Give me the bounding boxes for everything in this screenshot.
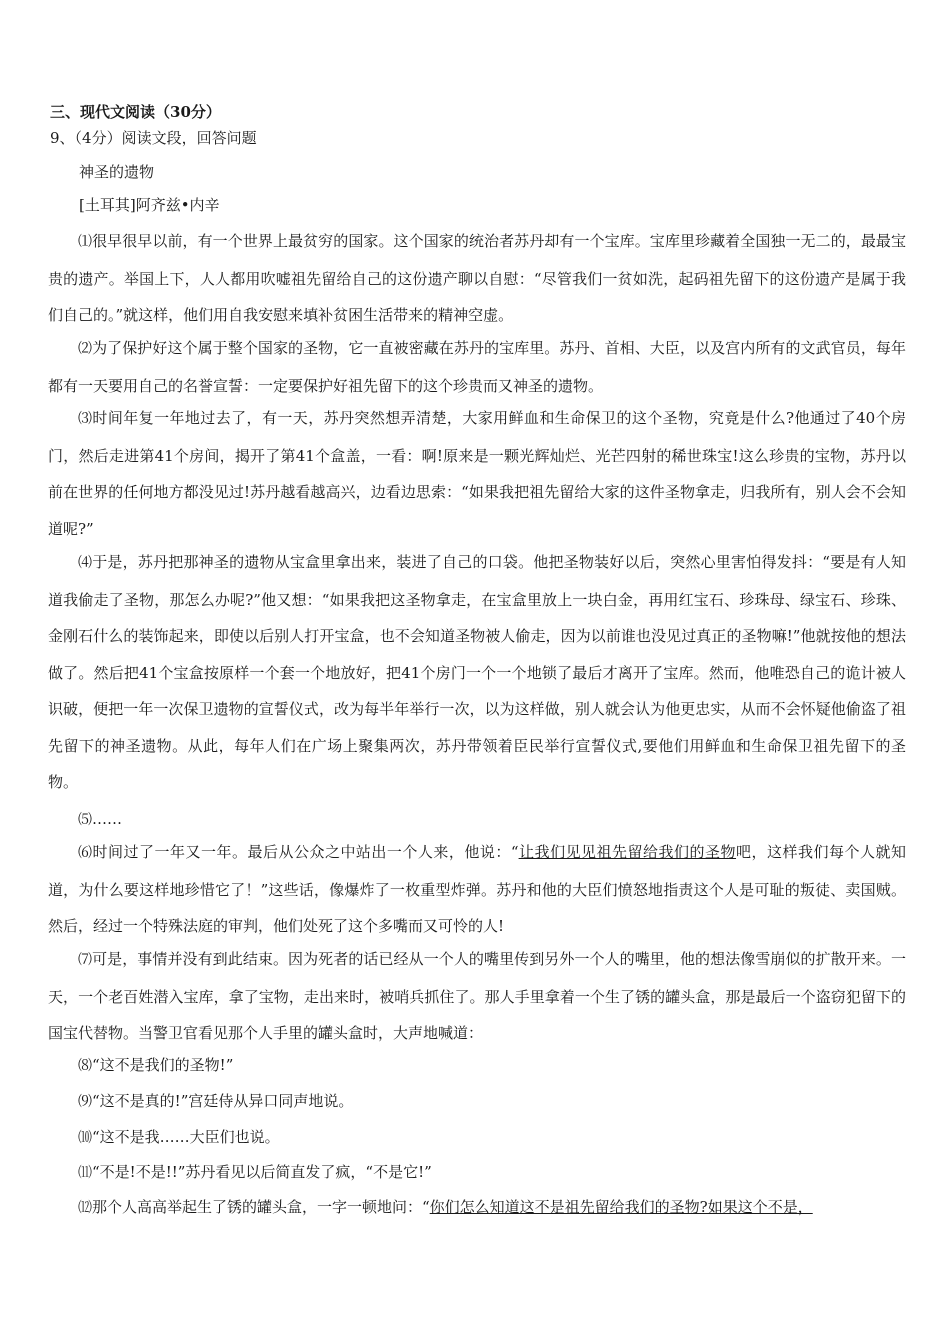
paragraph-9 [48, 1083, 906, 1121]
paragraph-number: ⑵ [78, 341, 93, 357]
paragraph-6 [48, 834, 906, 945]
paragraph-1 [48, 223, 906, 334]
paragraph-number: ⑼ [78, 1094, 92, 1110]
paragraph-text: 吧，这样我们每个人就知道，为什么要这样地珍惜它了！”这些话，像爆炸了一枚重型炸弹。苏丹和他的大臣们愤怒地指责这个人是可耻的叛徒、卖国贼。然后，经过一个特殊法庭的审判，他们处死了这个多嘴而又可怜的人! [48, 843, 906, 935]
paragraph-8 [48, 1047, 906, 1085]
paragraph-number: ⑹ [78, 845, 93, 861]
paragraph-number: ⑿ [78, 1200, 92, 1216]
paragraph-text: “这不是我们的圣物!” [92, 1056, 234, 1074]
paragraph-text: 为了保护好这个属于整个国家的圣物，它一直被密藏在苏丹的宝库里。苏丹、首相、大臣，以及宫内所有的文武官员，每年都有一天要用自己的名誉宣誓：一定要保护好祖先留下的这个珍贵而又神圣的遗物。 [48, 339, 906, 395]
question-header: 9、（4分）阅读文段，回答问题 [50, 129, 257, 147]
article-title: 神圣的遗物 [79, 163, 155, 181]
paragraph-number: ⑾ [78, 1165, 92, 1181]
paragraph-number: ⑶ [78, 411, 93, 427]
paragraph-text: 很早很早以前，有一个世界上最贫穷的国家。这个国家的统治者苏丹却有一个宝库。宝库里珍藏着全国独一无二的，最最宝贵的遗产。举国上下，人人都用吹嘘祖先留给自己的这份遗产聊以自慰：“尽管我们一贫如洗，起码祖先留下的这份遗产是属于我们自己的。”就这样，他们用自我安慰来填补贫困生活带来的精神空虚。 [48, 232, 906, 324]
paragraph-text: 时间过了一年又一年。最后从公众之中站出一个人来，他说：“ [92, 843, 519, 861]
paragraph-text: “这不是我……大臣们也说。 [92, 1128, 280, 1146]
paragraph-2 [48, 330, 906, 404]
section-title: 三、现代文阅读（30分） [50, 103, 221, 121]
paragraph-text: 那个人高高举起生了锈的罐头盒，一字一顿地问：“ [92, 1198, 430, 1216]
paragraph-text: “这不是真的!”宫廷侍从异口同声地说。 [92, 1092, 354, 1110]
paragraph-text: 时间年复一年地过去了，有一天，苏丹突然想弄清楚，大家用鲜血和生命保卫的这个圣物，究竟是什么?他通过了40个房门，然后走进第41个房间，揭开了第41个盒盖，一看：啊!原来是一颗光辉灿烂、光芒四射的稀世珠宝!这么珍贵的宝物，苏丹以前在世界的任何地方都没见过!苏丹越看越高兴，边看边思索：“如果我把祖先留给大家的这件圣物拿走，归我所有，别人会不会知道呢?” [48, 409, 907, 538]
paragraph-text: 可是，事情并没有到此结束。因为死者的话已经从一个人的嘴里传到另外一个人的嘴里，他的想法像雪崩似的扩散开来。一天，一个老百姓潜入宝库，拿了宝物，走出来时，被哨兵抓住了。那人手里拿着一个生了锈的罐头盒，那是最后一个盗窃犯留下的国宝代替物。当警卫官看见那个人手里的罐头盒时，大声地喊道： [48, 950, 906, 1042]
paragraph-4 [48, 544, 906, 801]
underlined-sentence: 你们怎么知道这不是祖先留给我们的圣物?如果这个不是， [429, 1198, 813, 1216]
paragraph-12 [48, 1189, 906, 1227]
paragraph-3 [48, 400, 906, 547]
paragraph-number: ⑷ [78, 555, 93, 571]
paragraph-7 [48, 941, 906, 1052]
paragraph-11 [48, 1154, 906, 1192]
paragraph-text: …… [92, 810, 122, 828]
paragraph-number: ⑻ [78, 1058, 92, 1074]
paragraph-text: “不是!不是!!”苏丹看见以后简直发了疯，“不是它!” [92, 1163, 432, 1181]
paragraph-text: 于是，苏丹把那神圣的遗物从宝盒里拿出来，装进了自己的口袋。他把圣物装好以后，突然心里害怕得发抖：“要是有人知道我偷走了圣物，那怎么办呢?”他又想：“如果我把这圣物拿走，在宝盒里放上一块白金，再用红宝石、珍珠母、绿宝石、珍珠、金刚石什么的装饰起来，即使以后别人打开宝盒，也不会知道圣物被人偷走，因为以前谁也没见过真正的圣物嘛!”他就按他的想法做了。然后把41个宝盒按原样一个套一个地放好，把41个房门一个一个地锁了最后才离开了宝库。然而，他唯恐自己的诡计被人识破，便把一年一次保卫遗物的宣誓仪式，改为每半年举行一次，以为这样做，别人就会认为他更忠实，从而不会怀疑他偷盗了祖先留下的神圣遗物。从此，每年人们在广场上聚集两次，苏丹带领着臣民举行宣誓仪式,要他们用鲜血和生命保卫祖先留下的圣物。 [48, 553, 906, 791]
article-author: [土耳其]阿齐兹•内辛 [79, 196, 220, 214]
underlined-sentence: 让我们见见祖先留给我们的圣物 [518, 843, 737, 861]
paragraph-5 [48, 801, 906, 839]
paragraph-number: ⑽ [78, 1130, 92, 1146]
paragraph-number: ⑺ [78, 952, 93, 968]
paragraph-number: ⑸ [78, 812, 92, 828]
paragraph-10 [48, 1119, 906, 1157]
paragraph-number: ⑴ [78, 234, 93, 250]
